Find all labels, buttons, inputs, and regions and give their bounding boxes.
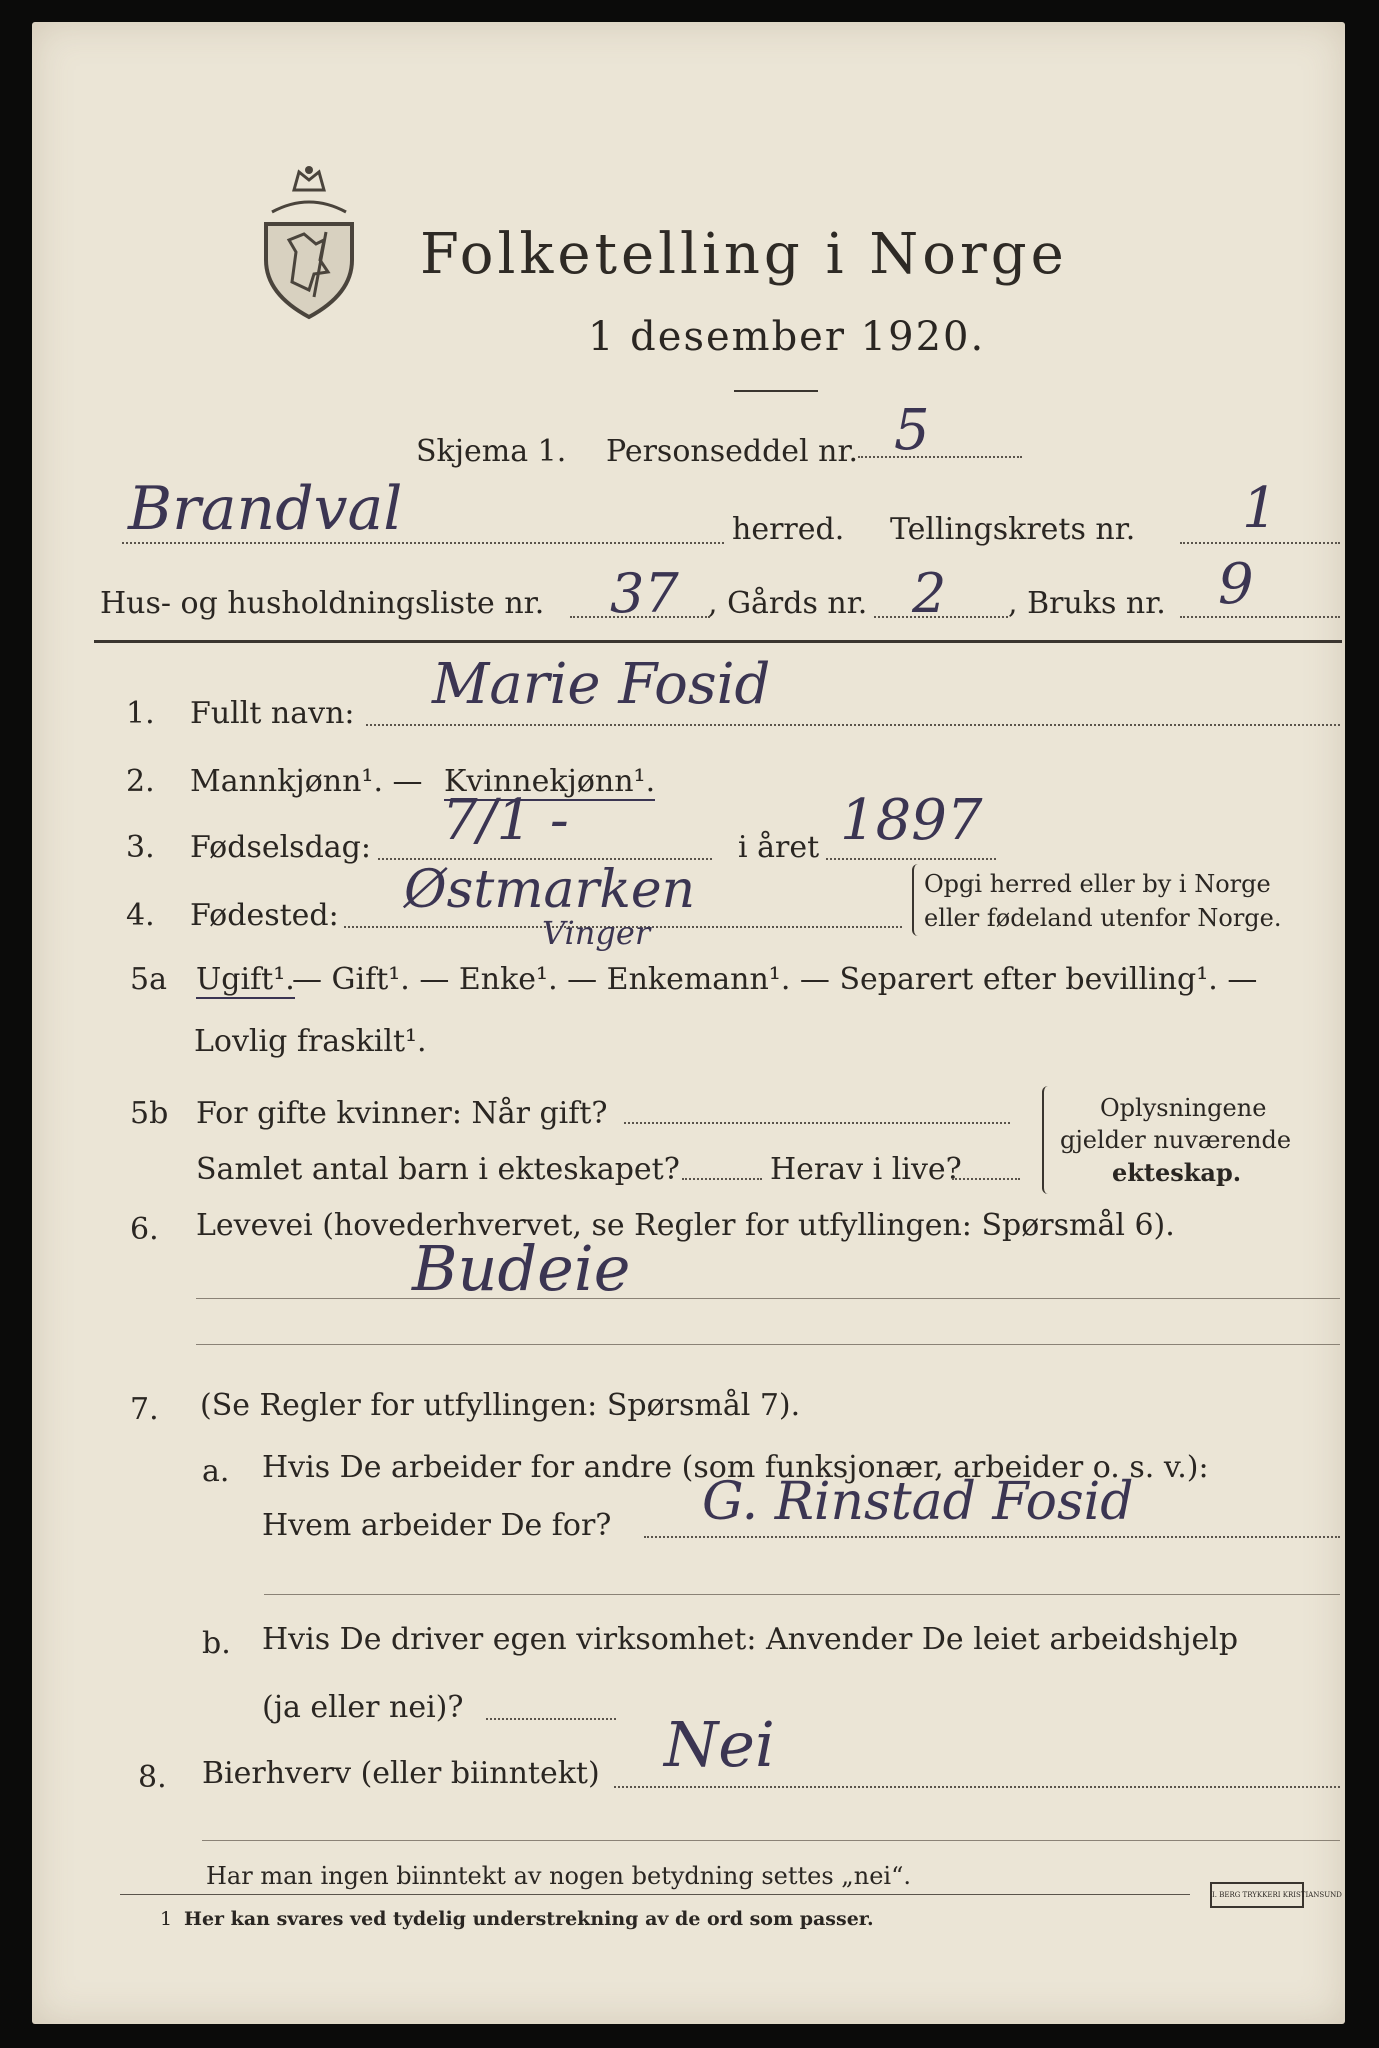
herred-value: Brandval [128,474,403,544]
q7b-line-2: (ja eller nei)? [262,1690,464,1725]
herred-label: herred. [732,512,845,547]
form-title: Folketelling i Norge [420,222,1068,287]
q5a-other-options: — Gift¹. — Enke¹. — Enkemann¹. — Separert efter bevilling¹. — [292,962,1258,997]
q4-note-2: eller fødeland utenfor Norge. [924,904,1282,932]
q3-number: 3. [126,830,155,865]
q3-value: 7/1 - [442,788,569,853]
q7a-line-2: Hvem arbeider De for? [262,1508,612,1543]
gards-label: , Gårds nr. [708,586,868,621]
census-date: 1 desember 1920. [588,314,986,360]
q6-value: Budeie [412,1232,631,1305]
q5b-living: Herav i live? [770,1152,962,1187]
q5b-note-3: ekteskap. [1112,1158,1242,1187]
hus-label: Hus- og husholdningsliste nr. [100,586,545,621]
q5a-number: 5a [130,962,167,997]
q4-note-brace [912,864,922,936]
q7a-value: G. Rinstad Fosid [702,1472,1134,1532]
q5b-note-brace [1042,1086,1052,1194]
q7a-line-1: Hvis De arbeider for andre (som funksjonær, arbeider o. s. v.): [262,1450,1209,1485]
personseddel-value: 5 [894,398,930,463]
footer-divider [120,1894,1190,1895]
q1-field [366,724,1340,726]
q8-value: Nei [664,1708,775,1781]
q7b-line-1: Hvis De driver egen virksomhet: Anvender De leiet arbeidshjelp [262,1622,1239,1657]
q5b-when-field [624,1122,1010,1124]
q5a-divorced-option: Lovlig fraskilt¹. [194,1024,427,1059]
hus-value: 37 [610,562,679,625]
q6-line-2 [196,1344,1340,1345]
q8-label: Bierhverv (eller biinntekt) [202,1756,600,1791]
q8-number: 8. [138,1760,167,1795]
q5b-children: Samlet antal barn i ekteskapet? [196,1152,680,1187]
personseddel-field [858,456,1022,458]
personseddel-label: Personseddel nr. [606,434,859,469]
title-divider [734,390,818,392]
q4-note-1: Opgi herred eller by i Norge [924,870,1271,898]
q5b-when-married: For gifte kvinner: Når gift? [196,1096,608,1131]
q3-label: Fødselsdag: [190,830,371,865]
schema-label: Skjema 1. [416,434,567,469]
q5b-living-field [952,1178,1020,1180]
q6-number: 6. [130,1212,159,1247]
q7a-letter: a. [202,1454,230,1489]
header-divider [94,640,1342,643]
q8-line-extra [202,1840,1340,1841]
q5b-number: 5b [130,1096,169,1131]
q6-line-1 [196,1298,1340,1299]
q4-number: 4. [126,898,155,933]
q2-number: 2. [126,764,155,799]
footer-note: Har man ingen biinntekt av nogen betydning settes „nei“. [206,1862,911,1890]
census-form [32,22,1345,2024]
q6-label: Levevei (hovederhvervet, se Regler for utfyllingen: Spørsmål 6). [196,1208,1175,1243]
footnote-text: Her kan svares ved tydelig understrekning av de ord som passer. [184,1908,874,1930]
q7-label: (Se Regler for utfyllingen: Spørsmål 7). [200,1388,801,1423]
q7b-field [486,1718,616,1720]
footnote-mark: 1 [160,1908,173,1930]
q3-year-field [826,858,996,860]
coat-of-arms-icon [254,162,364,322]
q4-value-2: Vinger [542,914,651,952]
q7a-line-extra [264,1594,1340,1595]
q4-label: Fødested: [190,898,339,933]
q7-number: 7. [130,1392,159,1427]
q7a-field [644,1536,1340,1538]
q7b-letter: b. [202,1626,231,1661]
bruks-value: 9 [1218,552,1254,617]
q1-value: Marie Fosid [432,652,771,717]
q5b-children-field [682,1178,762,1180]
q2-female-option: Kvinnekjønn¹. [444,764,656,799]
q3-year-label: i året [738,830,820,865]
bruks-field [1180,616,1340,618]
q5a-unmarried-option: Ugift¹. [196,962,295,997]
q5b-note-1: Oplysningene [1100,1094,1267,1122]
tellingskrets-label: Tellingskrets nr. [890,512,1136,547]
tellingskrets-value: 1 [1242,476,1278,541]
q8-field [614,1786,1340,1788]
gards-value: 2 [912,562,947,625]
q3-year-value: 1897 [840,788,983,853]
q4-value: Østmarken [404,860,696,920]
q1-number: 1. [126,696,155,731]
q5b-note-2: gjelder nuværende [1060,1126,1292,1154]
bruks-label: , Bruks nr. [1008,586,1166,621]
q2-male-option: Mannkjønn¹. — [190,764,423,799]
tellingskrets-field [1180,542,1340,544]
q1-label: Fullt navn: [190,696,355,731]
printer-stamp: I. BERG TRYKKERI KRISTIANSUND [1210,1882,1304,1908]
